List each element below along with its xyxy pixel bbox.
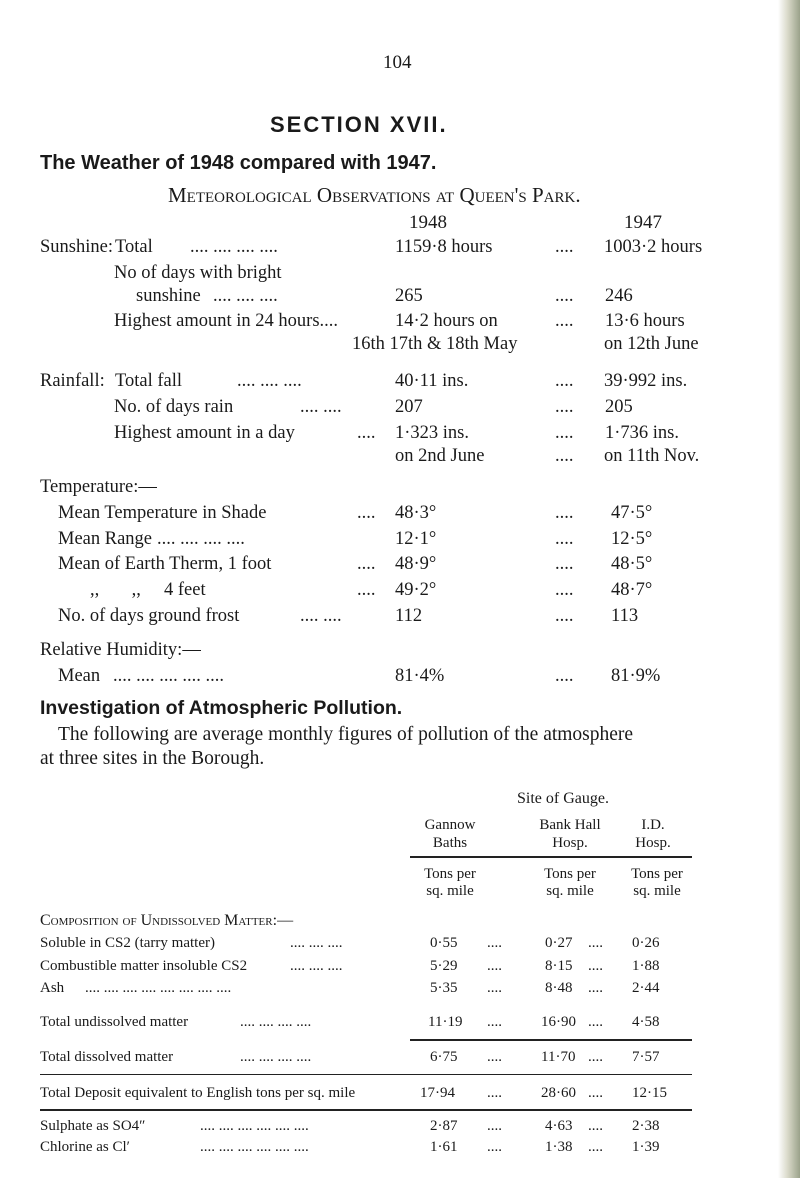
sunshine-label: Sunshine: [40,237,113,257]
leader-dots: .... [487,1139,502,1155]
temperature-label: Temperature:— [40,477,157,497]
leader-dots: .... [555,397,574,417]
value-bank-hall: 16·90 [541,1014,576,1030]
composition-label: Composition of Undissolved Matter:— [40,912,294,929]
row-label: Sulphate as SO4″ [40,1118,146,1134]
site-of-gauge-header: Site of Gauge. [517,790,609,807]
leader-dots: .... [588,980,603,996]
value-gannow: 11·19 [428,1014,463,1030]
leader-dots: .... [588,1014,603,1030]
row-label: Total dissolved matter [40,1049,174,1065]
unit-label: sq. mile [633,883,681,899]
row-label: No. of days rain [114,397,234,417]
leader-dots: .... .... .... .... .... .... [200,1118,309,1134]
value-1948: 40·11 ins. [395,371,469,391]
value-1947: 48·7° [611,580,653,600]
leader-dots: .... [588,1118,603,1134]
leader-dots: .... [357,554,376,574]
value-gannow: 6·75 [430,1049,458,1065]
value-1948: 48·9° [395,554,437,574]
weather-heading: The Weather of 1948 compared with 1947. [40,152,437,174]
leader-dots: .... [555,554,574,574]
leader-dots: .... [487,935,502,951]
row-rule [40,1109,692,1111]
row-label: Mean Temperature in Shade [58,503,267,523]
value-id-hosp: 12·15 [632,1085,667,1101]
row-label: Total [115,237,153,257]
row-label: No. of days ground frost [58,606,240,626]
unit-label: Tons per [424,866,476,882]
leader-dots: .... [487,1085,502,1101]
value-bank-hall: 8·48 [545,980,573,996]
value-id-hosp: 4·58 [632,1014,660,1030]
leader-dots: .... [555,237,574,257]
value-1947: 39·992 ins. [604,371,688,391]
value-1947: 12·5° [611,529,653,549]
value-1948: 12·1° [395,529,437,549]
value-1948: 265 [395,286,423,306]
unit-label: Tons per [544,866,596,882]
unit-label: sq. mile [546,883,594,899]
value-1947: 48·5° [611,554,653,574]
pollution-intro-line2: at three sites in the Borough. [40,748,265,769]
row-rule [410,1039,692,1041]
value-1948: 49·2° [395,580,437,600]
value-1947: 1003·2 hours [604,237,703,257]
leader-dots: .... .... .... [237,371,302,391]
value-1947: 81·9% [611,666,661,686]
value-id-hosp: 2·38 [632,1118,660,1134]
leader-dots: .... [588,1139,603,1155]
unit-label: sq. mile [426,883,474,899]
value-bank-hall: 0·27 [545,935,573,951]
leader-dots: .... .... .... .... [240,1014,312,1030]
leader-dots: .... [588,1085,603,1101]
value-bank-hall: 4·63 [545,1118,573,1134]
value-1947: 1·736 ins. [605,423,679,443]
row-label: Mean Range [58,529,153,549]
leader-dots: .... .... .... [213,286,278,306]
leader-dots: .... [555,666,574,686]
leader-dots: .... [487,1014,502,1030]
site-name: Baths [432,835,468,851]
value-1948-cont: on 2nd June [395,446,485,466]
leader-dots: .... [588,935,603,951]
header-rule [410,856,692,858]
row-label: Mean [58,666,101,686]
value-id-hosp: 2·44 [632,980,660,996]
pollution-intro-line1: The following are average monthly figures of pollution of the atmosphere [58,724,634,745]
leader-dots: .... .... .... [290,935,343,951]
section-title: SECTION XVII. [270,112,448,137]
row-label: Ash [40,980,65,996]
leader-dots: .... [487,1049,502,1065]
row-label: No of days with bright [114,263,282,283]
leader-dots: .... .... .... .... [157,529,245,549]
row-label: Highest amount in 24 hours.... [114,311,339,331]
value-1947: 113 [611,606,639,626]
value-1947: 47·5° [611,503,653,523]
value-1948: 1159·8 hours [395,237,493,257]
leader-dots: .... [555,580,574,600]
value-1948: 81·4% [395,666,445,686]
value-1947: 205 [605,397,633,417]
leader-dots: .... [555,311,574,331]
site-name: Hosp. [635,835,671,851]
leader-dots: .... .... .... .... .... .... .... .... [85,980,232,996]
value-id-hosp: 1·39 [632,1139,660,1155]
value-bank-hall: 8·15 [545,958,573,974]
rainfall-label: Rainfall: [40,371,105,391]
pollution-heading: Investigation of Atmospheric Pollution. [40,697,403,719]
leader-dots: .... [357,580,376,600]
col-header-1948: 1948 [409,212,447,233]
leader-dots: .... [555,529,574,549]
leader-dots: .... .... .... .... [240,1049,312,1065]
humidity-label: Relative Humidity:— [40,640,201,660]
value-1947: 246 [605,286,633,306]
unit-label: Tons per [631,866,683,882]
leader-dots: .... .... .... .... .... [113,666,224,686]
value-gannow: 5·35 [430,980,458,996]
leader-dots: .... [588,1049,603,1065]
row-label: ,, ,, 4 feet [90,580,206,600]
value-gannow: 1·61 [430,1139,458,1155]
leader-dots: .... [555,503,574,523]
value-1948: 14·2 hours on [395,311,498,331]
value-1948: 207 [395,397,423,417]
row-label: Combustible matter insoluble CS2 [40,958,248,974]
leader-dots: .... [555,423,574,443]
value-gannow: 2·87 [430,1118,458,1134]
leader-dots: .... .... [300,606,342,626]
value-1948: 48·3° [395,503,437,523]
value-bank-hall: 1·38 [545,1139,573,1155]
row-label: Soluble in CS2 (tarry matter) [40,935,215,951]
value-1948: 1·323 ins. [395,423,469,443]
leader-dots: .... [555,371,574,391]
value-1947-cont: on 12th June [604,334,699,354]
leader-dots: .... .... .... .... [190,237,278,257]
row-label: Chlorine as Cl′ [40,1139,130,1155]
row-label: Mean of Earth Therm, 1 foot [58,554,272,574]
leader-dots: .... [487,980,502,996]
row-label: sunshine [136,286,201,306]
page-number: 104 [383,52,412,73]
site-name: Bank Hall [539,817,601,833]
leader-dots: .... [555,446,574,466]
col-header-1947: 1947 [624,212,662,233]
leader-dots: .... .... [300,397,342,417]
leader-dots: .... [487,958,502,974]
value-gannow: 0·55 [430,935,458,951]
value-1947: 13·6 hours [605,311,685,331]
leader-dots: .... .... .... [290,958,343,974]
row-label: Total fall [115,371,183,391]
value-1947-cont: on 11th Nov. [604,446,700,466]
leader-dots: .... [555,606,574,626]
leader-dots: .... .... .... .... .... .... [200,1139,309,1155]
leader-dots: .... [555,286,574,306]
value-1948-cont: 16th 17th & 18th May [352,334,518,354]
row-label: Total undissolved matter [40,1014,189,1030]
leader-dots: .... [588,958,603,974]
value-id-hosp: 7·57 [632,1049,660,1065]
value-bank-hall: 11·70 [541,1049,576,1065]
row-label: Total Deposit equivalent to English tons per sq. mile [40,1085,356,1101]
site-name: I.D. [641,817,665,833]
page-edge-shadow [778,0,800,1178]
weather-subheading: Meteorological Observations at Queen's Park. [168,183,581,207]
site-name: Gannow [424,817,476,833]
value-gannow: 5·29 [430,958,458,974]
row-label: Highest amount in a day [114,423,295,443]
value-id-hosp: 1·88 [632,958,660,974]
leader-dots: .... [357,423,376,443]
leader-dots: .... [487,1118,502,1134]
leader-dots: .... [357,503,376,523]
value-1948: 112 [395,606,423,626]
value-id-hosp: 0·26 [632,935,660,951]
value-gannow: 17·94 [420,1085,455,1101]
site-name: Hosp. [552,835,588,851]
value-bank-hall: 28·60 [541,1085,576,1101]
row-rule [40,1074,692,1075]
